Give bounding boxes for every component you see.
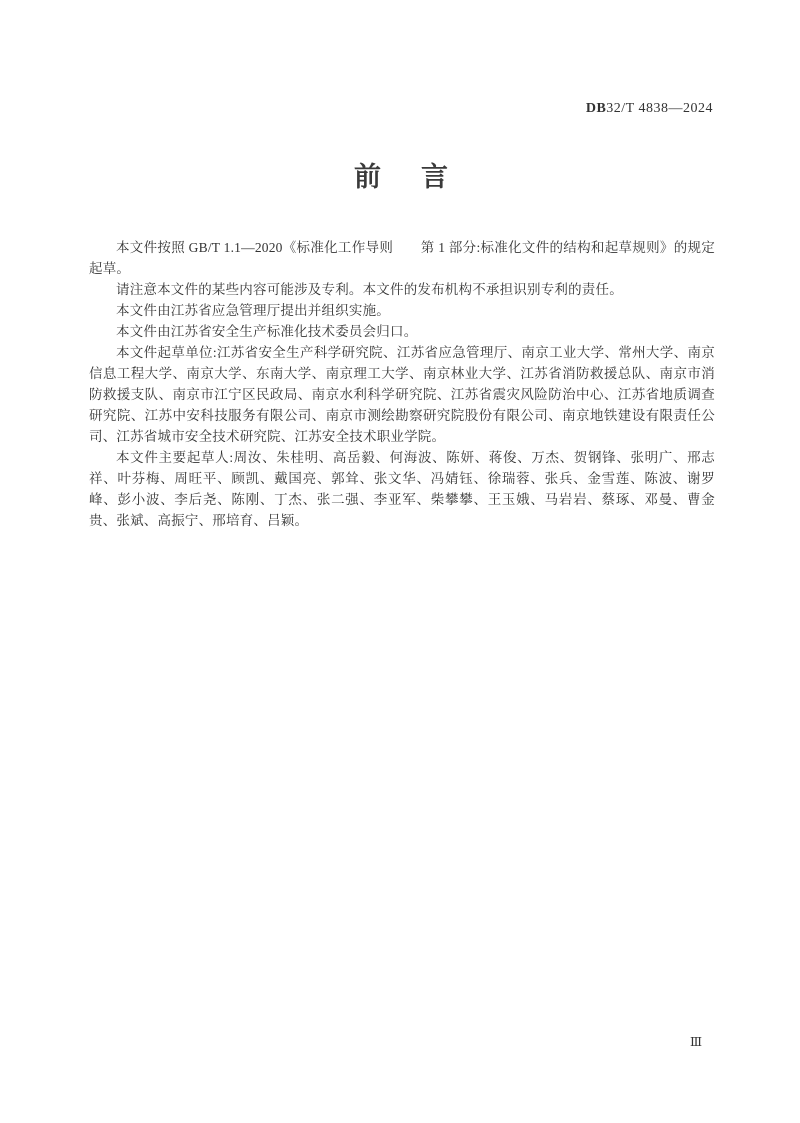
paragraph-main-drafters: 本文件主要起草人:周汝、朱桂明、高岳毅、何海波、陈妍、蒋俊、万杰、贺钢锋、张明广、邢志祥、叶芬梅、周旺平、顾凯、戴国亮、郭耸、张文华、冯婧钰、徐瑞蓉、张兵、金雪莲、陈波、谢罗峰、彭小波、李后尧、陈刚、丁杰、张二强、李亚军、柴攀攀、王玉娥、马岩岩、蔡琢、邓曼、曹金贵、张斌、高振宁、邢培育、吕颖。 bbox=[89, 450, 715, 528]
paragraph-proposing-org: 本文件由江苏省应急管理厅提出并组织实施。 bbox=[116, 303, 390, 318]
foreword-title bbox=[89, 163, 713, 193]
paragraph-drafting-organizations: 本文件起草单位:江苏省安全生产科学研究院、江苏省应急管理厅、南京工业大学、常州大学、南京信息工程大学、南京大学、东南大学、南京理工大学、南京林业大学、江苏省消防救援总队、南京市消防救援支队、南京市江宁区民政局、南京水利科学研究院、江苏省震灾风险防治中心、江苏省地质调查研究院、江苏中安科技服务有限公司、南京市测绘勘察研究院股份有限公司、南京地铁建设有限责任公司、江苏省城市安全技术研究院、江苏安全技术职业学院。 bbox=[89, 345, 715, 444]
foreword-title-char-left: 前 bbox=[354, 162, 381, 192]
foreword-title-char-right: 言 bbox=[421, 162, 448, 192]
paragraph-drafting-basis: 本文件按照 GB/T 1.1—2020《标准化工作导则 第 1 部分:标准化文件的结构和起草规则》的规定起草。 bbox=[89, 240, 715, 276]
foreword-body bbox=[89, 237, 715, 531]
paragraph-centralizing-committee: 本文件由江苏省安全生产标准化技术委员会归口。 bbox=[116, 324, 418, 339]
standard-number-rest: 32/T 4838—2024 bbox=[606, 101, 713, 116]
page-number: Ⅲ bbox=[690, 1035, 703, 1049]
paragraph-patent-notice: 请注意本文件的某些内容可能涉及专利。本文件的发布机构不承担识别专利的责任。 bbox=[116, 282, 623, 297]
standard-number bbox=[586, 101, 713, 117]
standard-number-prefix: DB bbox=[585, 101, 607, 116]
